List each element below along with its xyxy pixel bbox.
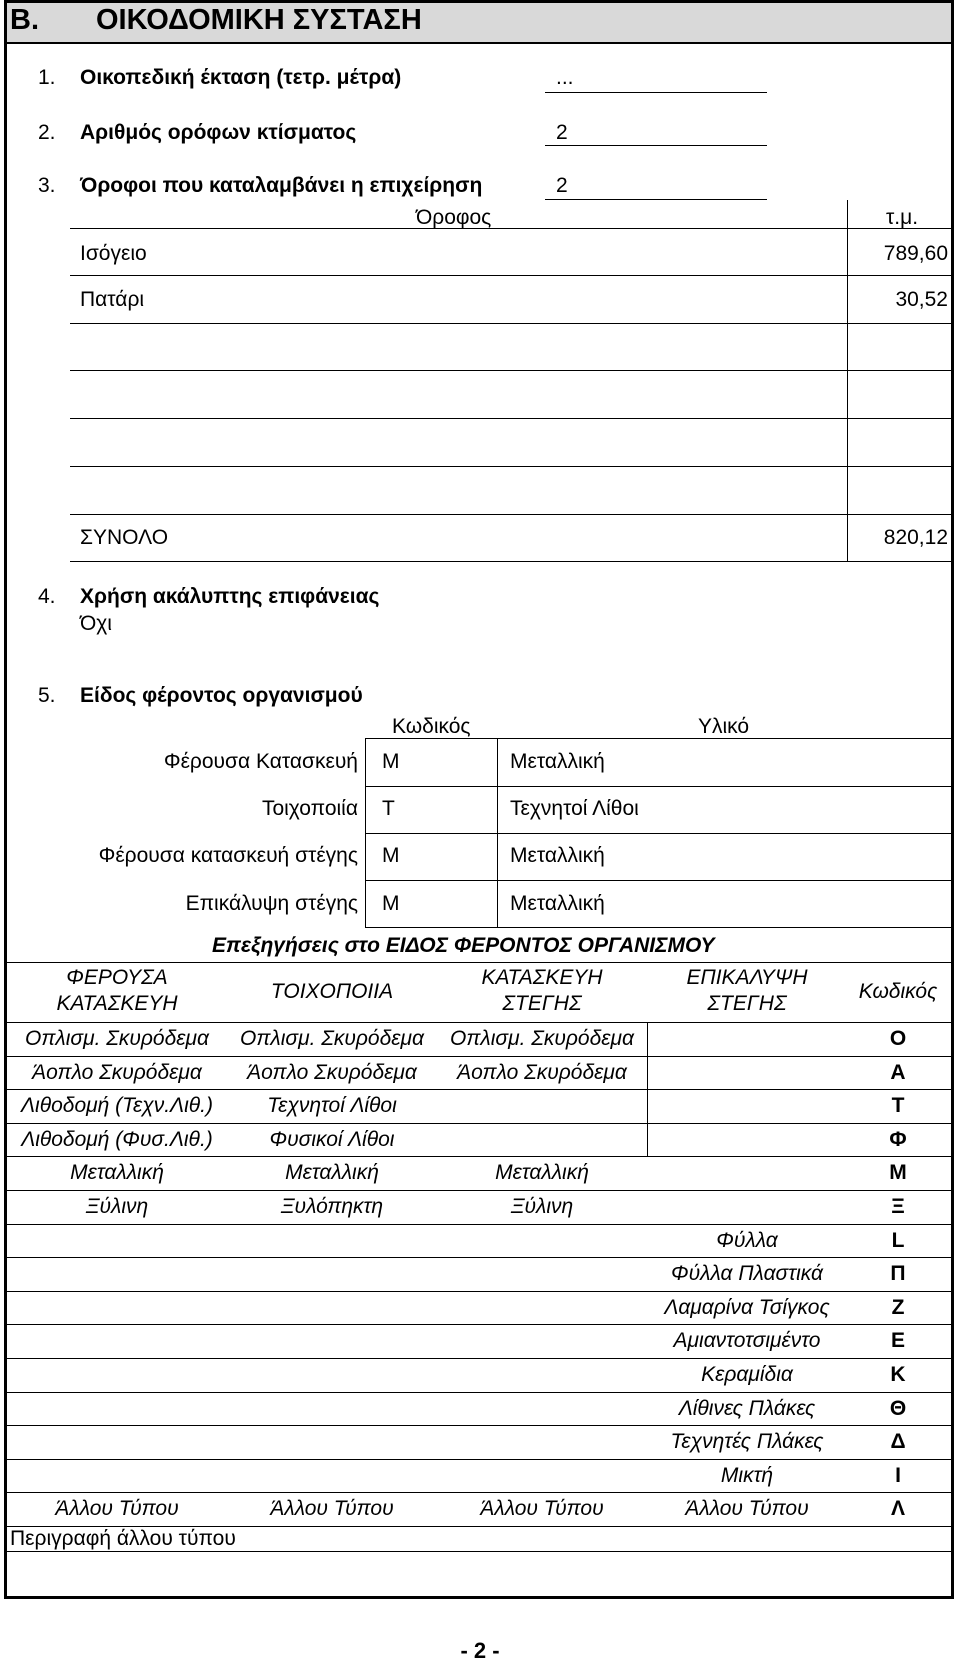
item-5-number: 5.	[38, 684, 56, 707]
item-5-rule-4	[365, 927, 951, 928]
item-1-number: 1.	[38, 66, 56, 89]
page-number: - 2 -	[460, 1638, 500, 1663]
legend-cell-roof-covering: Φύλλα	[716, 1228, 778, 1252]
floors-total-label: ΣΥΝΟΛΟ	[80, 526, 169, 549]
floors-row-rule-5	[70, 466, 951, 467]
legend-title: Επεξηγήσεις στο ΕΙΔΟΣ ΦΕΡΟΝΤΟΣ ΟΡΓΑΝΙΣΜΟΥ	[212, 934, 715, 957]
floors-row-rule-6	[70, 514, 951, 515]
item-3-number: 3.	[38, 174, 56, 197]
legend-cell-roof-covering: Λαμαρίνα Τσίγκος	[664, 1295, 830, 1319]
legend-row-rule	[7, 1358, 951, 1359]
item-5-label: Είδος φέροντος οργανισμού	[80, 684, 363, 707]
item-5-row-4-material: Μεταλλική	[510, 892, 605, 915]
item-5-rule-2	[365, 833, 951, 834]
section-title: ΟΙΚΟΔΟΜΙΚΗ ΣΥΣΤΑΣΗ	[96, 4, 422, 36]
legend-other-description-label: Περιγραφή άλλου τύπου	[10, 1527, 236, 1550]
legend-cell-roof-structure: Άλλου Τύπου	[480, 1497, 604, 1521]
floors-row-rule-4	[70, 418, 951, 419]
legend-row-rule	[7, 1224, 951, 1225]
legend-row-rule	[7, 1425, 951, 1426]
legend-cell-code: L	[891, 1228, 905, 1252]
legend-cell-masonry: Ξυλόπηκτη	[280, 1195, 384, 1218]
item-5-row-3-material: Μεταλλική	[510, 844, 605, 867]
legend-header-roof-covering-line-1: ΕΠΙΚΑΛΥΨΗ	[686, 966, 808, 989]
item-3-underline	[545, 199, 767, 200]
legend-cell-code: Μ	[889, 1161, 907, 1185]
legend-roof-covering-divider	[647, 1022, 648, 1156]
legend-row-rule	[7, 1156, 951, 1157]
item-5-row-4-name: Επικάλυψη στέγης	[185, 892, 358, 915]
floors-col-floor: Όροφος	[416, 206, 492, 229]
legend-cell-roof-structure: Ξύλινη	[510, 1195, 574, 1218]
legend-row-rule	[7, 1257, 951, 1258]
legend-row-rule	[7, 1190, 951, 1191]
item-5-row-2-code: Τ	[382, 797, 395, 820]
legend-cell-code: Ζ	[891, 1295, 905, 1319]
legend-cell-masonry: Μεταλλική	[285, 1161, 379, 1185]
legend-row-rule	[7, 1291, 951, 1292]
legend-other-description-rule	[7, 1551, 951, 1552]
legend-header-bearing-line-1: ΦΕΡΟΥΣΑ	[66, 966, 168, 989]
legend-row-rule	[7, 1392, 951, 1393]
floors-row-2-area: 30,52	[895, 288, 948, 311]
legend-cell-code: Φ	[889, 1127, 907, 1151]
legend-header-code-line-1: Κωδικός	[858, 980, 938, 1003]
item-5-row-2-material: Τεχνητοί Λίθοι	[510, 797, 639, 820]
legend-cell-code: Δ	[890, 1430, 906, 1454]
floors-col-divider	[847, 200, 848, 562]
floors-row-1-name: Ισόγειο	[80, 242, 147, 265]
floors-row-rule-3	[70, 370, 951, 371]
item-5-row-3-name: Φέρουσα κατασκευή στέγης	[98, 844, 358, 867]
legend-header-roof-structure-line-2: ΣΤΕΓΗΣ	[502, 992, 582, 1015]
legend-cell-roof-covering: Αμιαντοτσιμέντο	[673, 1329, 821, 1353]
item-2-label: Αριθμός ορόφων κτίσματος	[80, 121, 357, 144]
legend-cell-code: Ο	[889, 1027, 907, 1050]
legend-cell-code: Ε	[890, 1329, 905, 1353]
item-5-row-2-name: Τοιχοποιία	[261, 797, 358, 820]
floors-header-rule	[70, 228, 951, 229]
legend-row-rule	[7, 1089, 951, 1090]
floors-total-value: 820,12	[883, 526, 948, 549]
legend-cell-code: Θ	[889, 1396, 907, 1420]
floors-col-area: τ.μ.	[886, 206, 919, 229]
item-2-value: 2	[556, 121, 568, 144]
legend-cell-code: Κ	[890, 1363, 906, 1386]
legend-cell-bearing: Άοπλο Σκυρόδεμα	[32, 1060, 202, 1084]
legend-cell-code: Λ	[890, 1497, 905, 1521]
legend-header-bearing-line-2: ΚΑΤΑΣΚΕΥΗ	[56, 992, 178, 1015]
floors-row-rule-2	[70, 323, 951, 324]
legend-cell-roof-covering: Φύλλα Πλαστικά	[671, 1262, 823, 1286]
item-3-label: Όροφοι που καταλαμβάνει η επιχείρηση	[80, 174, 483, 197]
legend-row-rule	[7, 1459, 951, 1460]
legend-cell-masonry: Φυσικοί Λίθοι	[269, 1127, 395, 1151]
legend-top-rule	[7, 962, 951, 963]
legend-cell-bearing: Μεταλλική	[70, 1161, 164, 1185]
legend-cell-roof-covering: Λίθινες Πλάκες	[678, 1396, 816, 1420]
item-3-value: 2	[556, 174, 568, 197]
item-5-col-code: Κωδικός	[392, 715, 471, 738]
item-1-underline	[545, 92, 767, 93]
legend-header-roof-structure-line-1: ΚΑΤΑΣΚΕΥΗ	[481, 966, 603, 989]
legend-cell-roof-covering: Άλλου Τύπου	[685, 1497, 809, 1521]
legend-cell-code: Ξ	[891, 1195, 905, 1218]
item-5-row-1-name: Φέρουσα Κατασκευή	[163, 750, 358, 773]
item-5-row-1-code: Μ	[382, 750, 400, 773]
floors-row-rule-1	[70, 275, 951, 276]
floors-total-rule	[70, 561, 951, 562]
item-2-number: 2.	[38, 121, 56, 144]
legend-cell-roof-covering: Μικτή	[720, 1463, 774, 1487]
legend-cell-masonry: Τεχνητοί Λίθοι	[267, 1094, 397, 1118]
item-5-top-rule	[365, 738, 951, 739]
item-5-rule-1	[365, 786, 951, 787]
legend-header-roof-covering-line-2: ΣΤΕΓΗΣ	[707, 992, 787, 1015]
legend-cell-code: Τ	[891, 1094, 905, 1118]
legend-cell-masonry: Άλλου Τύπου	[270, 1497, 394, 1521]
legend-cell-code: Π	[890, 1262, 906, 1286]
legend-row-rule	[7, 1056, 951, 1057]
legend-cell-masonry: Οπλισμ. Σκυρόδεμα	[240, 1027, 424, 1050]
item-4-value: Όχι	[80, 612, 112, 635]
item-5-col-material: Υλικό	[698, 715, 750, 738]
section-letter: Β.	[10, 4, 39, 36]
item-2-underline	[545, 145, 767, 146]
legend-cell-code: Α	[890, 1060, 906, 1084]
legend-cell-bearing: Άλλου Τύπου	[55, 1497, 179, 1521]
legend-cell-bearing: Λιθοδομή (Τεχν.Λιθ.)	[21, 1094, 213, 1118]
legend-row-rule	[7, 1123, 951, 1124]
legend-cell-masonry: Άοπλο Σκυρόδεμα	[247, 1060, 417, 1084]
legend-cell-roof-covering: Τεχνητές Πλάκες	[670, 1430, 824, 1454]
legend-header-masonry-line-1: ΤΟΙΧΟΠΟΙΙΑ	[270, 980, 394, 1003]
legend-cell-roof-covering: Κεραμίδια	[701, 1363, 793, 1386]
item-5-row-4-code: Μ	[382, 892, 400, 915]
item-1-value: ...	[556, 66, 574, 89]
legend-cell-roof-structure: Άοπλο Σκυρόδεμα	[457, 1060, 627, 1084]
legend-row-rule	[7, 1492, 951, 1493]
item-4-label: Χρήση ακάλυπτης επιφάνειας	[80, 585, 380, 608]
legend-cell-bearing: Ξύλινη	[85, 1195, 149, 1218]
floors-row-2-name: Πατάρι	[80, 288, 145, 311]
legend-cell-code: Ι	[895, 1463, 901, 1487]
item-5-row-1-material: Μεταλλική	[510, 750, 605, 773]
legend-cell-roof-structure: Οπλισμ. Σκυρόδεμα	[450, 1027, 634, 1050]
legend-cell-roof-structure: Μεταλλική	[495, 1161, 589, 1185]
item-5-row-3-code: Μ	[382, 844, 400, 867]
item-4-number: 4.	[38, 585, 56, 608]
item-5-rule-3	[365, 880, 951, 881]
legend-row-rule	[7, 1324, 951, 1325]
legend-cell-bearing: Λιθοδομή (Φυσ.Λιθ.)	[21, 1127, 213, 1151]
legend-header-rule	[7, 1022, 951, 1023]
legend-cell-bearing: Οπλισμ. Σκυρόδεμα	[25, 1027, 209, 1050]
floors-row-1-area: 789,60	[883, 242, 948, 265]
item-1-label: Οικοπεδική έκταση (τετρ. μέτρα)	[80, 66, 402, 89]
